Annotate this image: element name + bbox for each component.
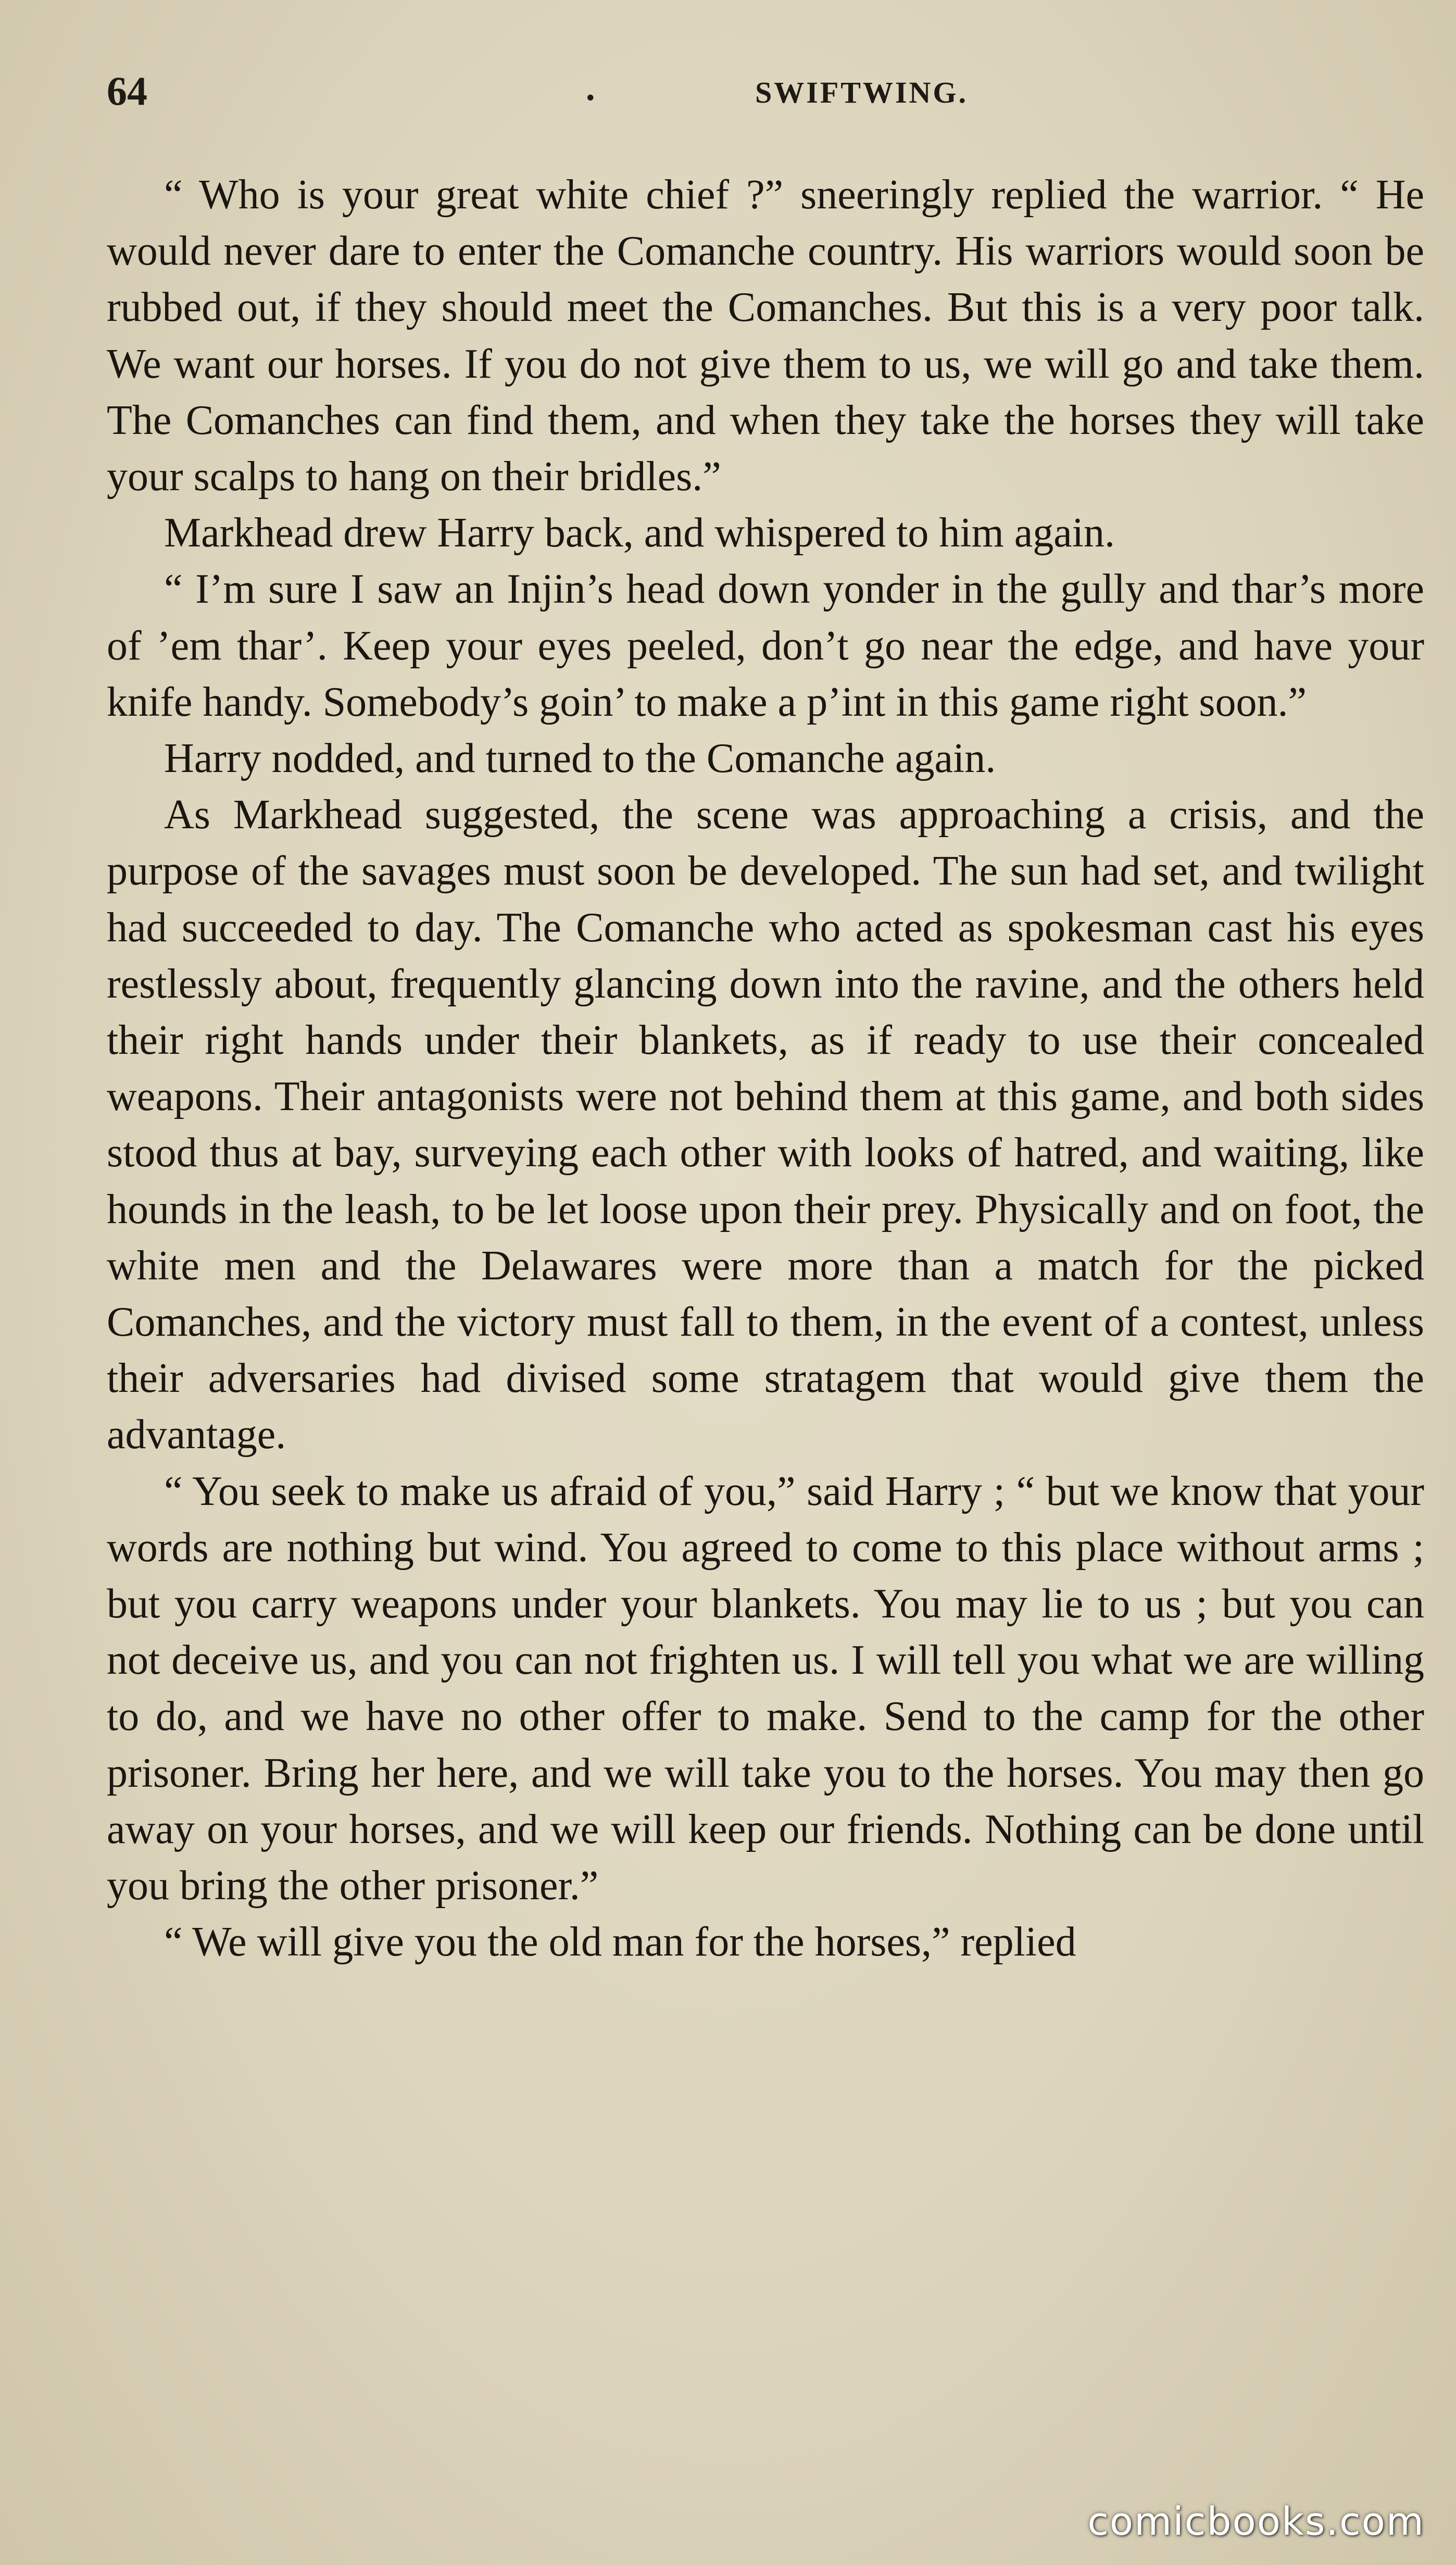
- header-separator: .: [586, 68, 595, 108]
- page-number: 64: [107, 68, 147, 114]
- page-header: [107, 68, 1429, 125]
- body-text: [107, 167, 1424, 1971]
- paragraph: “ We will give you the old man for the horses,” replied: [164, 1919, 1076, 1965]
- watermark: comicbooks.com: [1087, 2499, 1425, 2544]
- paragraph: “ Who is your great white chief ?” sneeringly replied the warrior. “ He would never dare to enter the Comanche country. His warriors would soon be rubbed out, if they should meet the Comanches. But this is a very poor talk. We want our horses. If you do not give them to us, we will go and take them. The Comanches can find them, and when they take the horses they will take your scalps to hang on their bridles.”: [107, 172, 1424, 500]
- paragraph: Harry nodded, and turned to the Comanche again.: [164, 736, 996, 782]
- paragraph: “ I’m sure I saw an Injin’s head down yonder in the gully and thar’s more of ’em thar’. Keep your eyes peeled, don’t go near the edge, and have your knife handy. Somebody’s goin’ to make a p’int in this game right soon.”: [107, 566, 1424, 725]
- paragraph: As Markhead suggested, the scene was approaching a crisis, and the purpose of the savages must soon be developed. The sun had set, and twilight had succeeded to day. The Comanche who acted as spokesman cast his eyes restlessly about, frequently glancing down into the ravine, and the others held their right hands under their blankets, as if ready to use their concealed weapons. Their antagonists were not behind them at this game, and both sides stood thus at bay, surveying each other with looks of hatred, and waiting, like hounds in the leash, to be let loose upon their prey. Physically and on foot, the white men and the Delawares were more than a match for the picked Comanches, and the victory must fall to them, in the event of a contest, unless their adversaries had divised some stratagem that would give them the advantage.: [107, 792, 1424, 1458]
- paragraph: Markhead drew Harry back, and whispered to him again.: [164, 510, 1115, 556]
- paragraph: “ You seek to make us afraid of you,” said Harry ; “ but we know that your words are nothing but wind. You agreed to come to this place without arms ; but you carry weapons under your blankets. You may lie to us ; but you can not deceive us, and you can not frighten us. I will tell you what we are willing to do, and we have no other offer to make. Send to the camp for the other prisoner. Bring her here, and we will take you to the horses. You may then go away on your horses, and we will keep our friends. Nothing can be done until you bring the other prisoner.”: [107, 1468, 1424, 1909]
- running-title: SWIFTWING.: [755, 76, 969, 109]
